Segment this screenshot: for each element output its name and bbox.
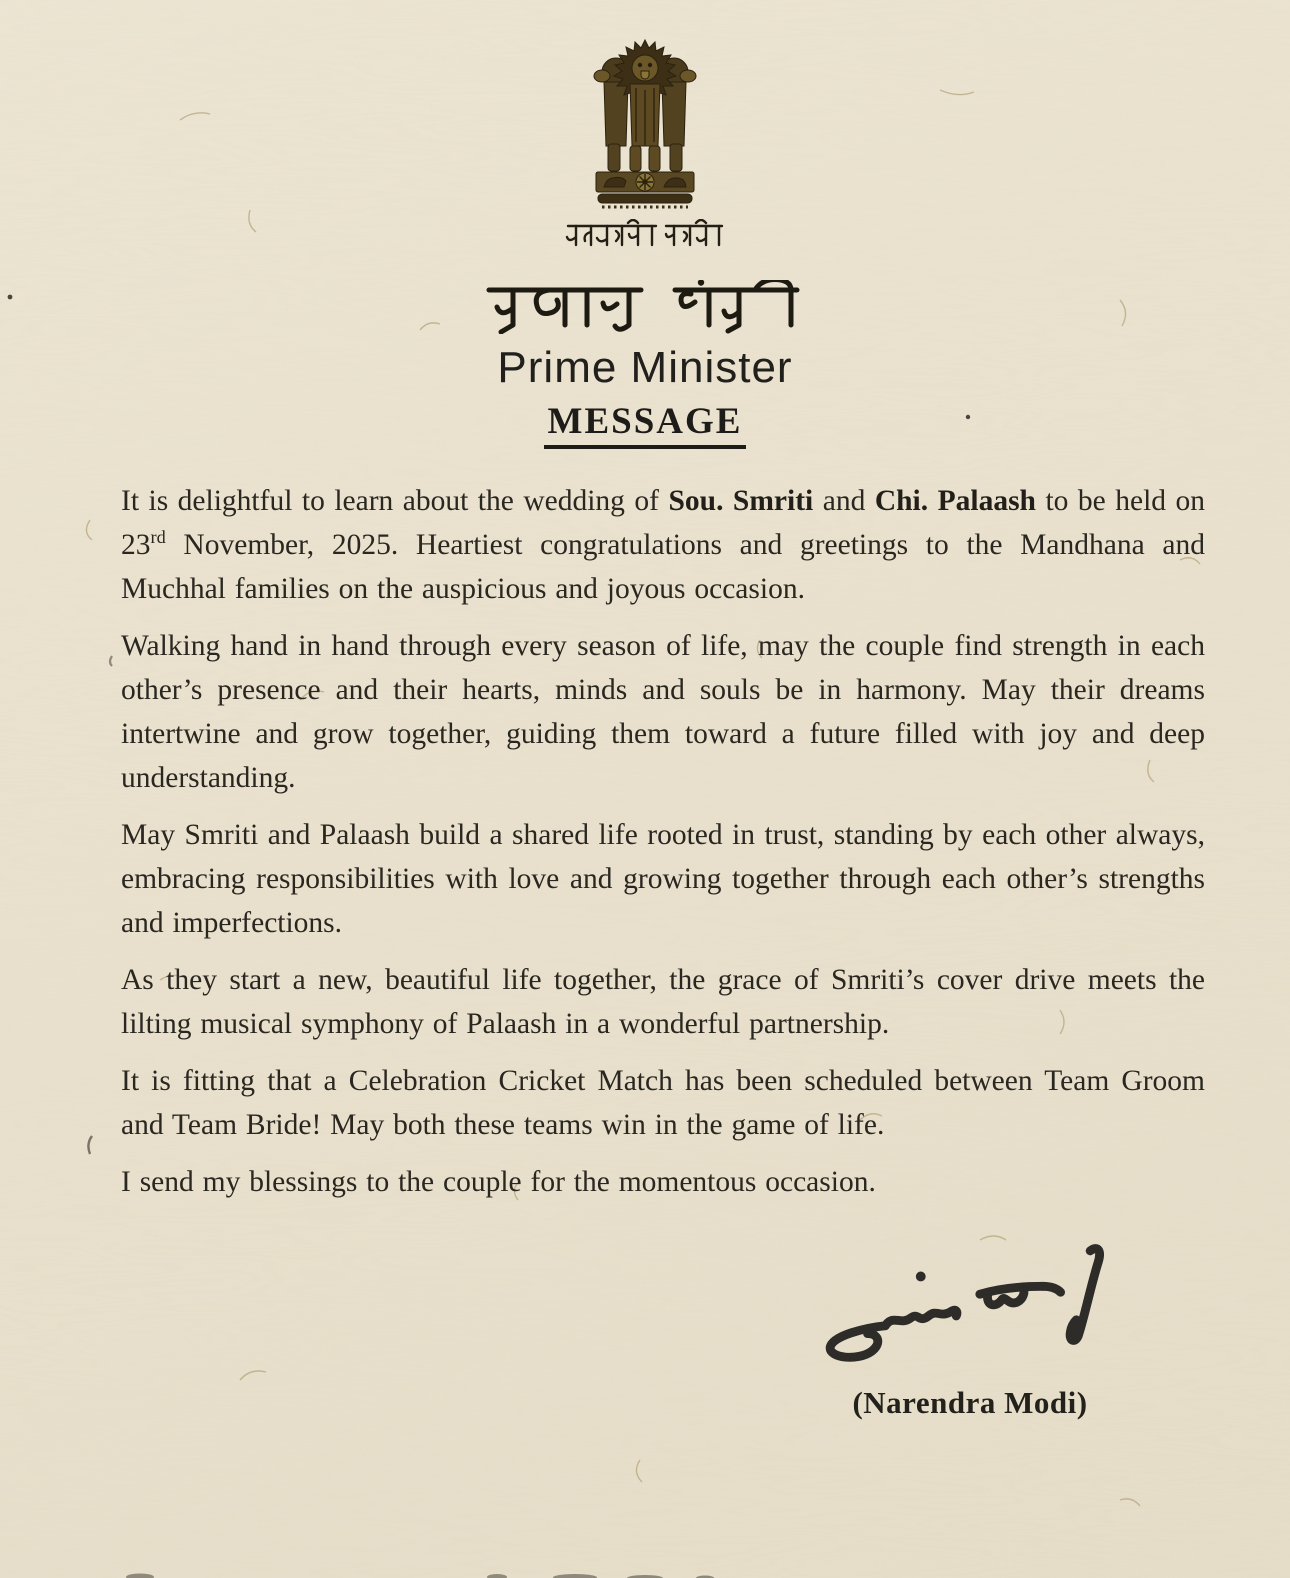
motto-satyameva-jayate: [0, 219, 1290, 256]
letter-body: [121, 479, 1205, 1204]
title-pradhan-mantri: [0, 280, 1290, 339]
emblem-wrap: [0, 0, 1290, 217]
letter-paragraph-5: It is fitting that a Celebration Cricket Match has been scheduled between Team Groom and Team Bride! May both these teams win in the game of life.: [121, 1065, 1205, 1141]
signature-block: [780, 1243, 1160, 1421]
message-heading: MESSAGE: [544, 401, 747, 449]
signatory-name: (Narendra Modi): [852, 1385, 1088, 1420]
letter-paragraph-3: May Smriti and Palaash build a shared life rooted in trust, standing by each other always, embracing responsibilities with love and growing together through each other’s strengths and imperfections.: [121, 819, 1205, 939]
letter-paragraph-6: I send my blessings to the couple for the momentous occasion.: [121, 1166, 876, 1198]
p1-groom-name: Chi. Palaash: [874, 485, 1036, 517]
letter-paragraph-2: Walking hand in hand through every season of life, may the couple find strength in each other’s presence and their hearts, minds and souls be in harmony. May their dreams intertwine and grow together, guiding them toward a future filled with joy and deep understanding.: [121, 630, 1205, 794]
scan-edge-artifacts: [0, 1568, 1290, 1578]
p1-seg3: to be held on 23: [121, 485, 1206, 561]
title-prime-minister: Prime Minister: [497, 343, 793, 392]
p1-seg4: November, 2025. Heartiest congratulations and greetings to the Mandhana and Muchhal families on the auspicious and joyous occasion.: [121, 529, 1205, 605]
narendra-modi-signature: [820, 1243, 1120, 1373]
p1-ordinal-sup: rd: [150, 527, 166, 548]
letterhead: [0, 0, 1290, 449]
letter-paragraph-1: [121, 479, 1205, 611]
state-emblem-of-india-icon: [582, 26, 708, 212]
p1-seg2: and: [813, 485, 875, 517]
p1-bride-name: Sou. Smriti: [668, 485, 814, 517]
p1-seg1: It is delightful to learn about the wedding of: [121, 485, 669, 517]
letter-paragraph-4: As they start a new, beautiful life together, the grace of Smriti’s cover drive meets the lilting musical symphony of Palaash in a wonderful partnership.: [121, 964, 1205, 1040]
